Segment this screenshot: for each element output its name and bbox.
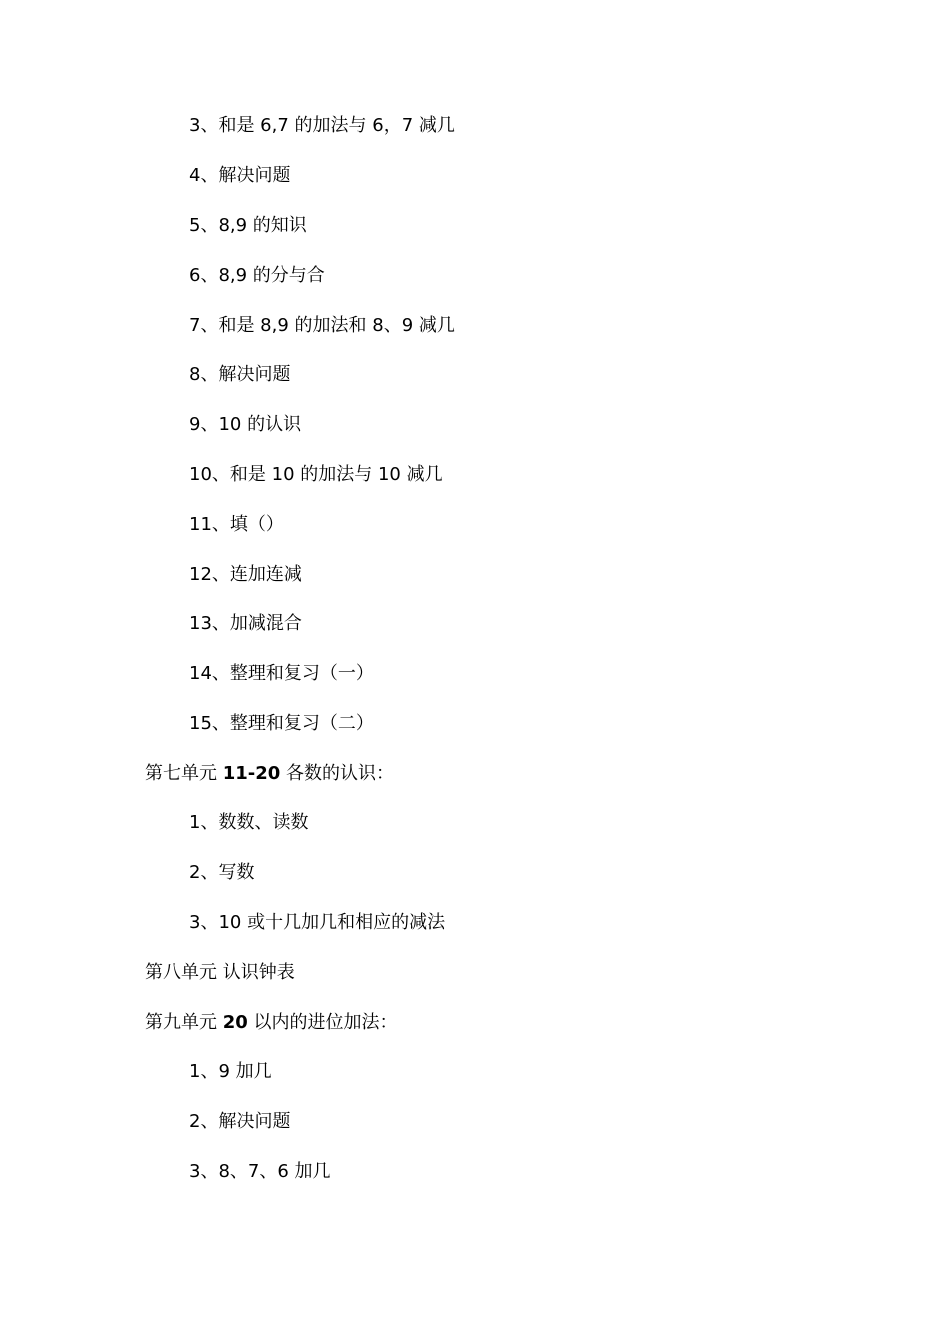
list-item: 3、8、7、6 加几	[189, 1161, 331, 1182]
list-item: 3、10 或十几加几和相应的减法	[189, 912, 446, 933]
unit-8-heading: 第八单元 认识钟表	[145, 962, 295, 983]
unit-9-suffix: 以内的进位加法：	[253, 1012, 398, 1033]
list-item: 13、加减混合	[189, 613, 302, 634]
list-item: 9、10 的认识	[189, 414, 302, 435]
list-item: 2、写数	[189, 862, 255, 883]
unit-7-heading	[145, 760, 394, 788]
unit-9-number: 20	[222, 1012, 248, 1033]
unit-7-number-range: 11-20	[222, 763, 281, 784]
list-item: 8、解决问题	[189, 364, 291, 385]
list-item: 14、整理和复习（一）	[189, 663, 374, 684]
unit-9-prefix: 第九单元	[145, 1012, 223, 1033]
list-item: 4、解决问题	[189, 165, 291, 186]
list-item: 11、填（）	[189, 514, 284, 535]
list-item: 2、解决问题	[189, 1111, 291, 1132]
list-item: 3、和是 6,7 的加法与 6，7 减几	[189, 115, 455, 136]
list-item: 7、和是 8,9 的加法和 8、9 减几	[189, 315, 455, 336]
list-item: 10、和是 10 的加法与 10 减几	[189, 464, 443, 485]
unit-7-prefix: 第七单元	[145, 763, 223, 784]
unit-7-suffix: 各数的认识：	[286, 763, 395, 784]
list-item: 1、数数、读数	[189, 812, 309, 833]
list-item: 15、整理和复习（二）	[189, 713, 374, 734]
list-item: 1、9 加几	[189, 1061, 272, 1082]
list-item: 6、8,9 的分与合	[189, 265, 325, 286]
list-item: 12、连加连减	[189, 564, 302, 585]
unit-9-heading	[145, 1009, 398, 1037]
list-item: 5、8,9 的知识	[189, 215, 307, 236]
